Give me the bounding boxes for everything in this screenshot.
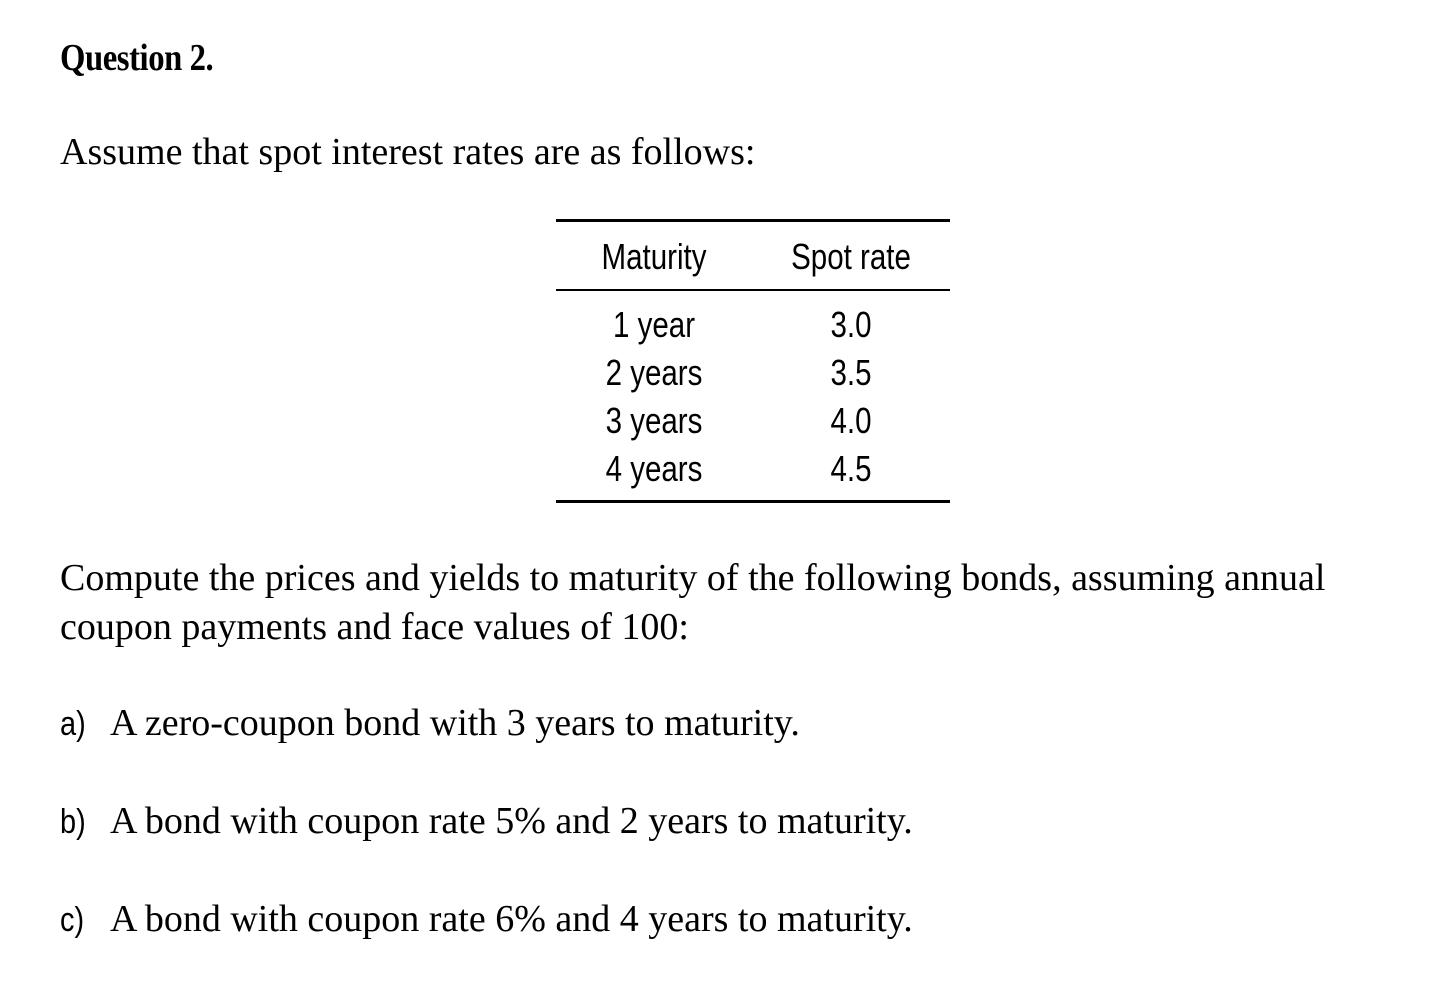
compute-line-2: coupon payments and face values of 100: <box>60 606 689 648</box>
table-cell-maturity: 2 years <box>605 352 703 393</box>
table-cell-rate: 4.5 <box>830 448 872 489</box>
compute-instructions <box>60 554 1325 652</box>
item-text: A zero-coupon bond with 3 years to maturity. <box>110 702 800 744</box>
header-spot-rate: Spot rate <box>791 236 911 277</box>
table-header-rule <box>556 289 950 291</box>
table-cell-maturity: 4 years <box>605 448 703 489</box>
table-cell-rate: 3.0 <box>830 304 872 345</box>
table-bottom-rule <box>556 500 950 503</box>
table-cell-maturity: 1 year <box>612 304 696 345</box>
table-cell-maturity: 3 years <box>605 400 703 441</box>
spot-rate-table <box>556 219 950 505</box>
item-marker: b) <box>60 803 86 841</box>
intro-text: Assume that spot interest rates are as follows: <box>60 131 756 173</box>
list-item-a <box>60 699 800 748</box>
item-marker: c) <box>60 901 85 939</box>
list-item-b <box>60 797 913 846</box>
table-cell-rate: 4.0 <box>830 400 872 441</box>
item-text: A bond with coupon rate 5% and 2 years to maturity. <box>110 800 913 842</box>
question-heading: Question 2. <box>60 37 214 79</box>
table-top-rule <box>556 219 950 222</box>
item-marker: a) <box>60 705 86 743</box>
item-text: A bond with coupon rate 6% and 4 years to maturity. <box>110 898 913 940</box>
table-cell-rate: 3.5 <box>830 352 872 393</box>
header-maturity: Maturity <box>601 236 707 277</box>
list-item-c <box>60 895 913 944</box>
compute-line-1: Compute the prices and yields to maturity of the following bonds, assuming annual <box>60 557 1326 599</box>
